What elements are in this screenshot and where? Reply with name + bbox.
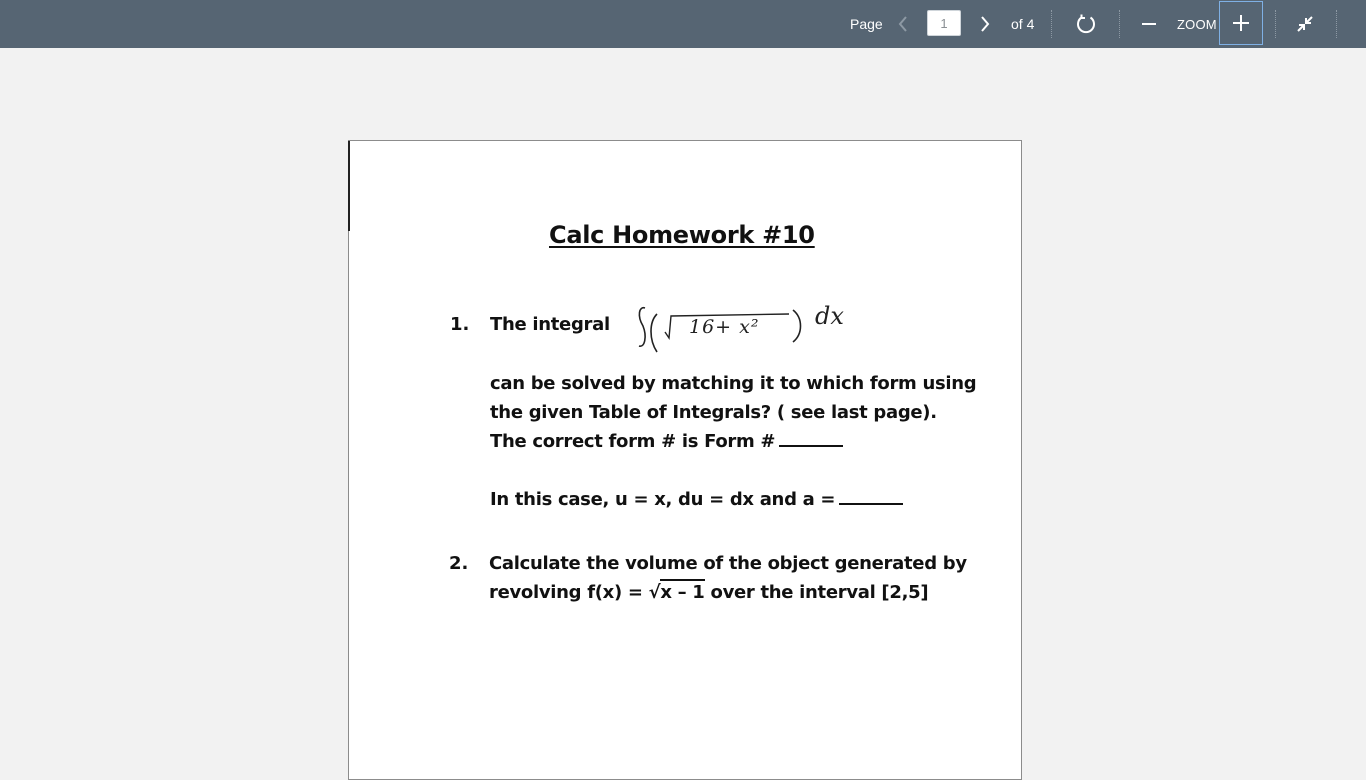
question-2-number: 2. xyxy=(449,553,469,574)
next-page-button[interactable] xyxy=(972,0,998,48)
form-number-prompt: The correct form # is Form # xyxy=(490,431,776,452)
plus-icon xyxy=(1232,14,1250,32)
question-1-line-3 xyxy=(490,431,843,452)
toolbar-divider xyxy=(1336,10,1337,38)
chevron-right-icon xyxy=(979,15,991,33)
interval-suffix: over the interval [2,5] xyxy=(704,582,929,603)
toolbar-divider xyxy=(1051,10,1052,38)
zoom-out-button[interactable] xyxy=(1134,0,1164,48)
function-prefix: revolving f(x) = xyxy=(489,582,649,603)
handwritten-radicand: 16+ x² xyxy=(689,316,760,338)
minus-icon xyxy=(1141,16,1157,32)
answer-blank-form xyxy=(779,445,843,447)
handwritten-integral xyxy=(635,296,865,358)
radical-sign: √ xyxy=(648,582,661,603)
chevron-left-icon xyxy=(897,15,909,33)
viewer-toolbar xyxy=(0,0,1366,48)
square-root-expression xyxy=(649,582,705,603)
question-1-number: 1. xyxy=(450,314,470,335)
rotate-icon xyxy=(1075,13,1097,35)
exit-fullscreen-button[interactable] xyxy=(1290,0,1320,48)
question-1-line-2: the given Table of Integrals? ( see last page). xyxy=(490,402,937,423)
question-1-line-1: can be solved by matching it to which form using xyxy=(490,373,977,394)
page-label: Page xyxy=(850,16,883,32)
radicand: x – 1 xyxy=(660,579,704,603)
zoom-in-button[interactable] xyxy=(1219,1,1263,45)
previous-page-button[interactable] xyxy=(890,0,916,48)
collapse-icon xyxy=(1295,14,1315,34)
answer-blank-a xyxy=(839,503,903,505)
page-number-input[interactable] xyxy=(927,10,961,36)
question-2-line-1: Calculate the volume of the object generated by xyxy=(489,553,967,574)
toolbar-divider xyxy=(1275,10,1276,38)
rotate-button[interactable] xyxy=(1068,0,1104,48)
toolbar-divider xyxy=(1119,10,1120,38)
document-title: Calc Homework #10 xyxy=(549,221,815,249)
question-2-line-2 xyxy=(489,582,928,603)
page-count-label: of 4 xyxy=(1011,16,1035,32)
handwritten-dx: dx xyxy=(815,302,844,330)
question-1-intro: The integral xyxy=(490,314,610,335)
value-a-prompt: In this case, u = x, du = dx and a = xyxy=(490,489,836,510)
question-1-line-4 xyxy=(490,489,903,510)
zoom-label: ZOOM xyxy=(1177,16,1217,32)
document-page xyxy=(348,140,1022,780)
